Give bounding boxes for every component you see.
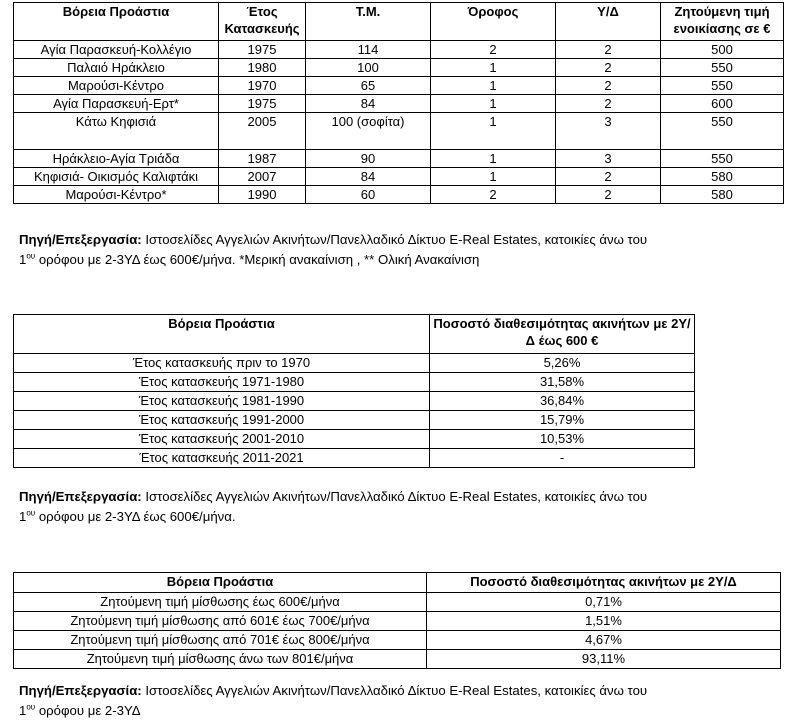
cell-percentage: 5,26% [430, 354, 695, 373]
cell-category: Έτος κατασκευής 2011-2021 [14, 449, 430, 468]
cell-rent: 550 [661, 113, 784, 150]
cell-category: Ζητούμενη τιμή μίσθωσης άνω των 801€/μήνα [14, 650, 427, 669]
cell-category: Έτος κατασκευής 1991-2000 [14, 411, 430, 430]
cell-bedrooms: 3 [556, 113, 661, 150]
cell-percentage: 36,84% [430, 392, 695, 411]
cell-category: Έτος κατασκευής 1981-1990 [14, 392, 430, 411]
cell-sqm: 65 [306, 77, 431, 95]
source-label: Πηγή/Επεξεργασία: [19, 489, 142, 504]
source-text-2: ορόφου με 2-3ΥΔ [35, 703, 141, 718]
cell-area: Παλαιό Ηράκλειο [14, 59, 219, 77]
availability-by-price-table [13, 572, 781, 669]
source-text: Ιστοσελίδες Αγγελιών Ακινήτων/Πανελλαδικό Δίκτυο E-Real Estates, κατοικίες άνω του [141, 683, 648, 698]
column-header-rent: Ζητούμενη τιμή ενοικίασης σε € [661, 3, 784, 41]
source-line-2 [19, 701, 647, 721]
cell-floor: 2 [431, 186, 556, 204]
cell-percentage: 10,53% [430, 430, 695, 449]
cell-percentage: 93,11% [427, 650, 781, 669]
cell-rent: 500 [661, 41, 784, 59]
cell-year: 1987 [219, 150, 306, 168]
cell-percentage: 15,79% [430, 411, 695, 430]
table-row [14, 150, 784, 168]
cell-area: Ηράκλειο-Αγία Τριάδα [14, 150, 219, 168]
table-row [14, 631, 781, 650]
table-row [14, 186, 784, 204]
cell-floor: 1 [431, 95, 556, 113]
source-floor-suffix: ου [26, 251, 36, 261]
source-floor-suffix: ου [26, 508, 36, 518]
cell-year: 2005 [219, 113, 306, 150]
column-header-sqm: Τ.Μ. [306, 3, 431, 41]
cell-category: Έτος κατασκευής 2001-2010 [14, 430, 430, 449]
cell-floor: 1 [431, 150, 556, 168]
cell-area: Κάτω Κηφισιά [14, 113, 219, 150]
table-row [14, 430, 695, 449]
source-line-1 [19, 487, 647, 507]
cell-area: Μαρούσι-Κέντρο* [14, 186, 219, 204]
cell-rent: 580 [661, 186, 784, 204]
source-text-2: ορόφου με 2-3ΥΔ έως 600€/μήνα. *Μερική ανακαίνιση , ** Ολική Ανακαίνιση [35, 252, 480, 267]
cell-area: Αγία Παρασκευή-Ερτ* [14, 95, 219, 113]
column-header-area: Βόρεια Προάστια [14, 3, 219, 41]
cell-percentage: 0,71% [427, 593, 781, 612]
cell-bedrooms: 2 [556, 186, 661, 204]
column-header-bedrooms: Υ/Δ [556, 3, 661, 41]
column-header-floor: Όροφος [431, 3, 556, 41]
table-row [14, 95, 784, 113]
table-row [14, 593, 781, 612]
table3-source-note [19, 681, 647, 721]
source-floor-number: 1 [19, 703, 27, 718]
cell-category: Ζητούμενη τιμή μίσθωσης από 701€ έως 800€/μήνα [14, 631, 427, 650]
cell-floor: 2 [431, 41, 556, 59]
cell-rent: 550 [661, 150, 784, 168]
cell-area: Αγία Παρασκευή-Κολλέγιο [14, 41, 219, 59]
cell-year: 1970 [219, 77, 306, 95]
cell-bedrooms: 2 [556, 77, 661, 95]
cell-rent: 580 [661, 168, 784, 186]
cell-category: Έτος κατασκευής 1971-1980 [14, 373, 430, 392]
cell-sqm: 84 [306, 168, 431, 186]
column-header-availability: Ποσοστό διαθεσιμότητας ακινήτων με 2Υ/Δ [427, 573, 781, 593]
table1-source-note [19, 230, 647, 270]
cell-sqm: 60 [306, 186, 431, 204]
cell-bedrooms: 3 [556, 150, 661, 168]
cell-year: 1975 [219, 95, 306, 113]
source-label: Πηγή/Επεξεργασία: [19, 232, 142, 247]
cell-floor: 1 [431, 168, 556, 186]
cell-bedrooms: 2 [556, 95, 661, 113]
table2-source-note [19, 487, 647, 527]
column-header-area: Βόρεια Προάστια [14, 315, 430, 354]
cell-bedrooms: 2 [556, 59, 661, 77]
table-row [14, 392, 695, 411]
cell-year: 1975 [219, 41, 306, 59]
cell-category: Έτος κατασκευής πριν το 1970 [14, 354, 430, 373]
cell-sqm: 100 [306, 59, 431, 77]
table-row [14, 373, 695, 392]
source-text: Ιστοσελίδες Αγγελιών Ακινήτων/Πανελλαδικό Δίκτυο E-Real Estates, κατοικίες άνω του [141, 232, 648, 247]
cell-rent: 600 [661, 95, 784, 113]
cell-bedrooms: 2 [556, 41, 661, 59]
cell-sqm: 114 [306, 41, 431, 59]
source-label: Πηγή/Επεξεργασία: [19, 683, 142, 698]
source-line-1 [19, 681, 647, 701]
table-row [14, 411, 695, 430]
cell-area: Κηφισιά- Οικισμός Καλιφτάκι [14, 168, 219, 186]
source-text: Ιστοσελίδες Αγγελιών Ακινήτων/Πανελλαδικό Δίκτυο E-Real Estates, κατοικίες άνω του [141, 489, 648, 504]
source-text-2: ορόφου με 2-3ΥΔ έως 600€/μήνα. [35, 509, 236, 524]
source-line-2 [19, 250, 647, 270]
table-row [14, 650, 781, 669]
source-floor-number: 1 [19, 509, 27, 524]
cell-percentage: 31,58% [430, 373, 695, 392]
availability-by-year-table [13, 314, 695, 468]
cell-sqm: 90 [306, 150, 431, 168]
cell-rent: 550 [661, 77, 784, 95]
table-row [14, 354, 695, 373]
cell-year: 1980 [219, 59, 306, 77]
column-header-year: Έτος Κατασκευής [219, 3, 306, 41]
cell-floor: 1 [431, 59, 556, 77]
cell-category: Ζητούμενη τιμή μίσθωσης από 601€ έως 700€/μήνα [14, 612, 427, 631]
cell-sqm: 100 (σοφίτα) [306, 113, 431, 150]
table-header-row [14, 315, 695, 354]
cell-bedrooms: 2 [556, 168, 661, 186]
table-row [14, 77, 784, 95]
table-row [14, 168, 784, 186]
cell-floor: 1 [431, 77, 556, 95]
table-row [14, 59, 784, 77]
source-line-2 [19, 507, 647, 527]
table-row [14, 41, 784, 59]
cell-rent: 550 [661, 59, 784, 77]
table-header-row [14, 3, 784, 41]
cell-year: 2007 [219, 168, 306, 186]
table-row [14, 449, 695, 468]
table-row [14, 612, 781, 631]
cell-percentage: - [430, 449, 695, 468]
cell-floor: 1 [431, 113, 556, 150]
source-floor-suffix: ου [26, 702, 36, 712]
cell-sqm: 84 [306, 95, 431, 113]
source-floor-number: 1 [19, 252, 27, 267]
column-header-availability: Ποσοστό διαθεσιμότητας ακινήτων με 2Υ/Δ έως 600 € [430, 315, 695, 354]
cell-category: Ζητούμενη τιμή μίσθωσης έως 600€/μήνα [14, 593, 427, 612]
cell-percentage: 1,51% [427, 612, 781, 631]
cell-year: 1990 [219, 186, 306, 204]
source-line-1 [19, 230, 647, 250]
cell-area: Μαρούσι-Κέντρο [14, 77, 219, 95]
rentals-table [13, 2, 784, 204]
cell-percentage: 4,67% [427, 631, 781, 650]
column-header-area: Βόρεια Προάστια [14, 573, 427, 593]
table-row [14, 113, 784, 150]
table-header-row [14, 573, 781, 593]
